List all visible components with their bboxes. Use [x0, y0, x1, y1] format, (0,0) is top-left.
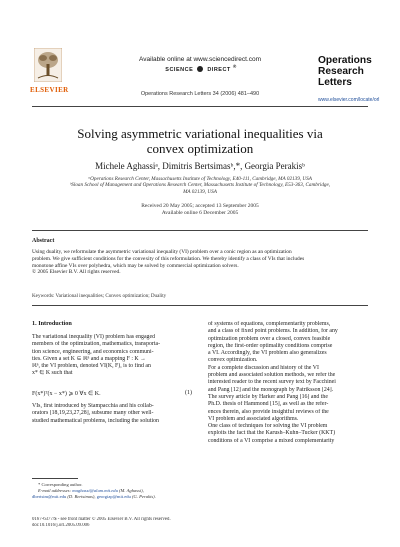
abstract-top-divider: [32, 230, 368, 231]
body-line: ℝⁿ, the VI problem, denoted VI(K, F), is to find an: [32, 363, 151, 370]
journal-title: [318, 55, 372, 88]
body-line: For a complete discussion and history of the VI: [208, 364, 319, 371]
journal-citation-line: Operations Research Letters 34 (2006) 481–490: [140, 91, 260, 97]
body-line: and Pang [12] and the monograph by Patriksson [24].: [208, 386, 334, 393]
body-line: x* ∈ K such that: [32, 370, 73, 377]
body-line: region, the first-order optimality conditions comprise: [208, 342, 333, 349]
body-line: exploits the fact that the Karush–Kuhn–Tucker (KKT): [208, 430, 336, 437]
body-line: The variational inequality (VI) problem has engaged: [32, 334, 155, 340]
body-line: interested reader to the recent survey text by Facchinei: [208, 379, 336, 386]
email-owner: (M. Aghassi),: [117, 487, 144, 493]
abstract-body: [32, 249, 368, 276]
affiliations: [44, 176, 356, 195]
author-list: Michele Aghassiᵃ, Dimitris Bertsimasᵇ,*, Georgia Perakisᵇ: [95, 161, 305, 171]
body-line: of systems of equations, complementarity problems,: [208, 321, 331, 327]
journal-title-line: Letters: [318, 77, 352, 88]
online-date: Available online 6 December 2005: [161, 209, 239, 216]
email-line-2: [32, 494, 192, 500]
abstract-line: monotone affine VIs over polyhedra, which may be solved by commercial optimization solvers.: [32, 262, 239, 269]
footnote-divider: [32, 478, 78, 479]
article-dates: [0, 203, 400, 216]
available-online-line: Available online at www.sciencedirect.com: [139, 56, 261, 63]
header-divider: [32, 106, 368, 107]
footnote: [32, 482, 192, 500]
body-line: tion science, engineering, and economics communi-: [32, 348, 154, 355]
body-line: ties. Given a set K ⊆ ℝⁿ and a mapping F : K →: [32, 355, 146, 362]
body-line: The survey article by Harker and Pang [16] and the: [208, 393, 328, 400]
body-line: and a class of fixed point problems. In addition, for any: [208, 328, 338, 335]
body-line: ences therein, also provide insightful reviews of the: [208, 408, 329, 415]
body-line: members of the optimization, mathematics, transporta-: [32, 341, 161, 348]
title-line: Solving asymmetric variational inequalities via: [77, 127, 323, 141]
body-line: orators [18,19,23,27,28], subsume many other well-: [32, 410, 154, 417]
section-heading: 1. Introduction: [32, 320, 72, 327]
abstract-bottom-divider: [32, 305, 368, 306]
column-1-paragraph-b: [32, 403, 192, 425]
affiliation-line: ᵇSloan School of Management and Operations Research Center, Massachusetts Institute of Technology, E53-363, Cambridge,: [69, 182, 331, 189]
body-line: optimization problem over a closed, convex feasible: [208, 335, 331, 342]
equation-1: [32, 390, 192, 397]
abstract-heading: Abstract: [32, 238, 55, 244]
email-link[interactable]: maghassi@alum.mit.edu: [72, 487, 118, 493]
doi-block: [32, 517, 202, 529]
affiliation-line: ᵃOperations Research Center, Massachusetts Institute of Technology, E40-111, Cambridge, MA 02139, USA: [88, 176, 312, 182]
sciencedirect-logo: [146, 64, 256, 73]
corresponding-author-note: * Corresponding author.: [38, 482, 83, 487]
body-line: convex optimization.: [208, 357, 258, 364]
elsevier-wordmark: ELSEVIER: [30, 86, 69, 94]
elsevier-tree-logo-icon: [34, 48, 62, 82]
front-matter-line: 0167-6377/$ - see front matter © 2005 Elsevier B.V. All rights reserved.: [32, 517, 171, 522]
journal-title-line: Operations: [318, 55, 372, 66]
body-line: studied mathematical problems, including the solution: [32, 417, 159, 424]
body-line: problem and associated solution methods, we refer the: [208, 372, 336, 379]
abstract-line: problem. We give sufficient conditions for the convexity of this reformulation. We thereby identify a class of VIs that includes: [32, 255, 305, 262]
email-owner: (G. Perakis).: [130, 493, 156, 499]
journal-url-link[interactable]: www.elsevier.com/locate/orl: [318, 97, 380, 103]
sd-logo-dot-icon: [197, 66, 203, 72]
column-1-paragraph-a: [32, 334, 192, 378]
article-title: [50, 127, 350, 156]
sd-logo-left: SCIENCE: [165, 66, 194, 73]
abstract-line: Using duality, we reformulate the asymmetric variational inequality (VI) problem over a conic region as an optimization: [32, 249, 292, 255]
sd-logo-right: DIRECT: [207, 66, 231, 73]
email-link[interactable]: georgiap@mit.edu: [96, 493, 131, 499]
body-line: One class of techniques for solving the VI problem: [208, 423, 328, 430]
affiliation-line: MA 02139, USA: [183, 188, 217, 195]
title-line: convex optimization: [146, 141, 254, 156]
keywords-line: Keywords: Variational inequalities; Convex optimization; Duality: [32, 293, 167, 299]
body-line: a VI. Accordingly, the VI problem also generalizes: [208, 350, 327, 357]
copyright-line: © 2005 Elsevier B.V. All rights reserved.: [32, 269, 121, 276]
sd-logo-mark: ®: [232, 64, 237, 69]
received-date: Received 20 May 2005; accepted 13 September 2005: [141, 203, 259, 209]
body-line: conditions of a VI comprise a mixed complementarity: [208, 437, 335, 444]
equation-body: F(x*)ᵀ(x − x*) ⩾ 0 ∀x ∈ K.: [32, 391, 101, 397]
email-link[interactable]: dbertsim@mit.edu: [32, 493, 67, 499]
column-2-text: [208, 321, 368, 445]
body-line: VIs, first introduced by Stampacchia and his collab-: [32, 403, 154, 409]
email-owner: (D. Bertsimas),: [66, 493, 97, 499]
equation-number: (1): [185, 390, 192, 396]
email-label: E-mail addresses:: [38, 487, 72, 493]
body-line: Ph.D. thesis of Hammond [15], as well as the refer-: [208, 401, 329, 408]
body-line: VI problem and associated algorithms.: [208, 415, 299, 422]
journal-title-line: Research: [318, 66, 364, 77]
doi-link[interactable]: doi:10.1016/j.orl.2005.09.006: [32, 523, 90, 528]
